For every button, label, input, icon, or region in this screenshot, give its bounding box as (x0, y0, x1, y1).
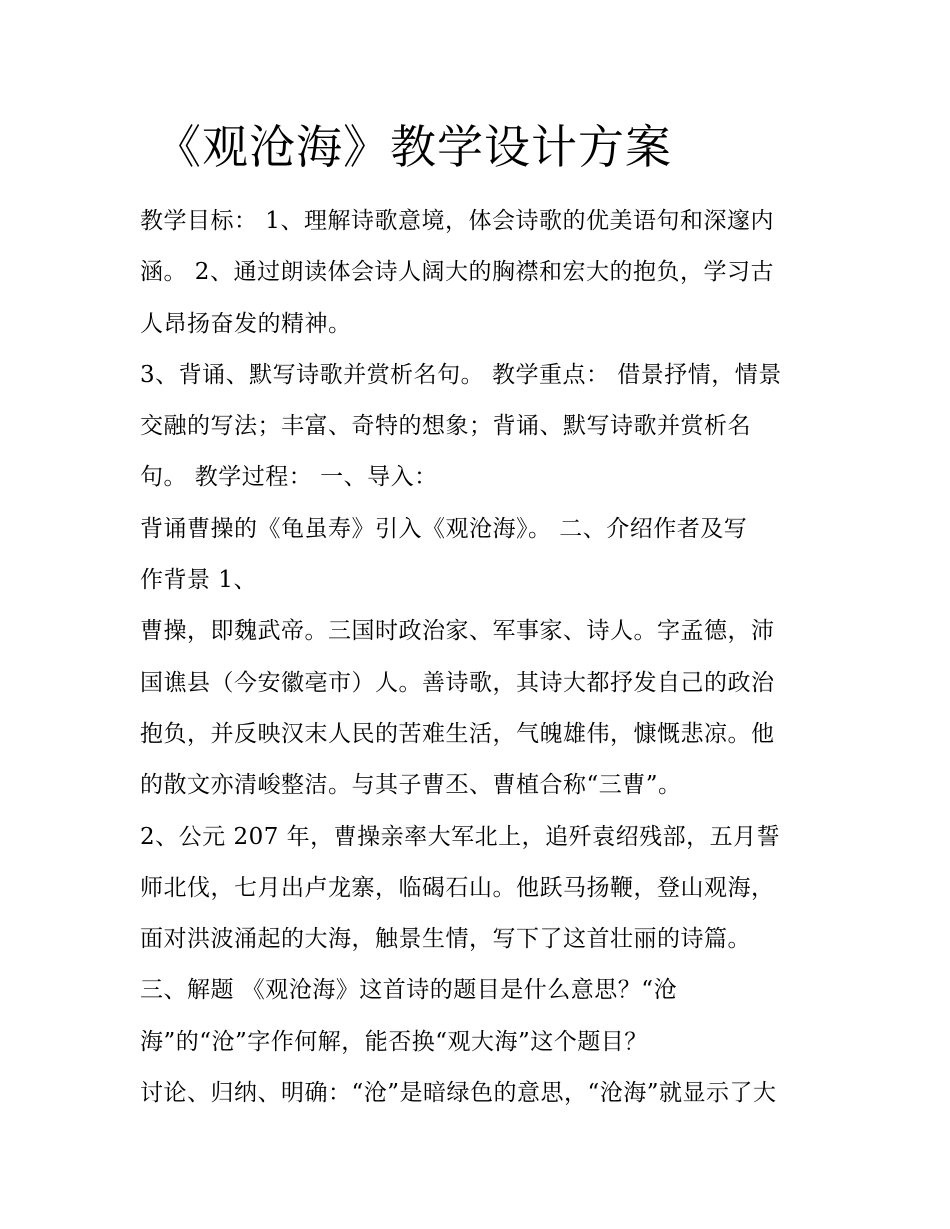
body-line: 3、背诵、默写诗歌并赏析名句。 教学重点： 借景抒情，情景 (140, 361, 782, 388)
body-line: 人昂扬奋发的精神。 (140, 310, 352, 337)
body-line: 句。 教学过程： 一、导入： (140, 464, 438, 491)
body-line: 面对洪波涌起的大海，触景生情，写下了这首壮丽的诗篇。 (140, 926, 751, 953)
body-line: 三、解题 《观沧海》这首诗的题目是什么意思？“沧 (140, 977, 678, 1004)
body-line: 背诵曹操的《龟虽寿》引入《观沧海》。 二、介绍作者及写 (140, 515, 748, 542)
body-line: 2、公元 207 年，曹操亲率大军北上，追歼袁绍残部，五月誓 (140, 823, 781, 850)
body-line: 国谯县（今安徽亳市）人。善诗歌，其诗大都抒发自己的政治 (140, 669, 775, 696)
body-line: 涵。 2、通过朗读体会诗人阔大的胸襟和宏大的抱负，学习古 (140, 259, 774, 286)
body-line: 讨论、归纳、明确：“沧”是暗绿色的意思，“沧海”就显示了大 (140, 1080, 777, 1107)
body-line: 交融的写法；丰富、奇特的想象；背诵、默写诗歌并赏析名 (140, 413, 751, 440)
document-title: 《观沧海》教学设计方案 (155, 120, 672, 174)
body-line: 作背景 1、 (140, 567, 257, 594)
body-line: 海”的“沧”字作何解，能否换“观大海”这个题目？ (140, 1028, 648, 1055)
body-line: 抱负，并反映汉末人民的苦难生活，气魄雄伟，慷慨悲凉。他 (140, 720, 775, 747)
body-line: 师北伐，七月出卢龙寨，临碣石山。他跃马扬鞭，登山观海， (140, 874, 775, 901)
document-body (140, 196, 820, 1119)
body-line: 教学目标： 1、理解诗歌意境，体会诗歌的优美语句和深邃内 (140, 208, 774, 234)
body-line: 曹操，即魏武帝。三国时政治家、军事家、诗人。字孟德，沛 (140, 618, 775, 645)
body-line: 的散文亦清峻整洁。与其子曹丕、曹植合称“三曹”。 (140, 772, 682, 799)
